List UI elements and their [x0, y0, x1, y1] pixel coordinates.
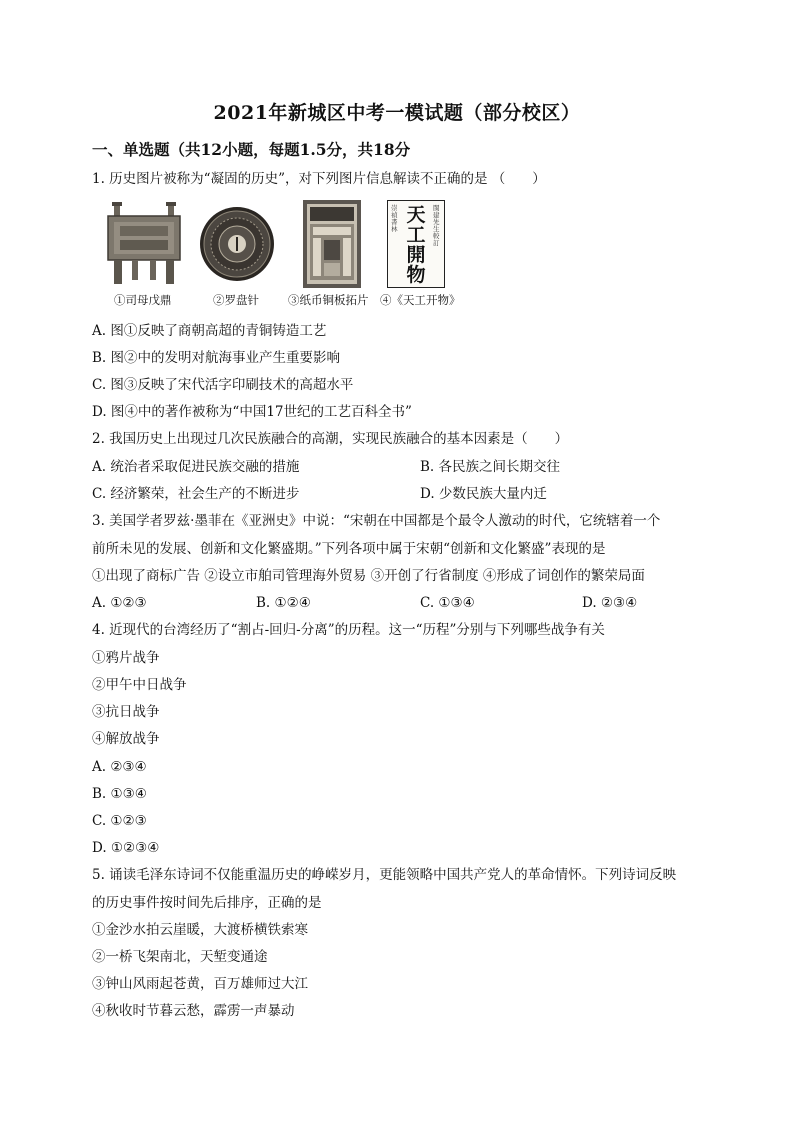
question-1-option-d: D. 图④中的著作被称为“中国17世纪的工艺百科全书”: [92, 404, 412, 420]
question-2-option-c: C. 经济繁荣，社会生产的不断进步: [92, 486, 300, 502]
question-2-option-d: D. 少数民族大量内迁: [420, 486, 547, 502]
question-4-option-b: B. ①③④: [92, 786, 147, 802]
question-3-items: ①出现了商标广告 ②设立市舶司管理海外贸易 ③开创了行省制度 ④形成了词创作的繁荣局面: [92, 568, 645, 584]
figure-caption-3: ③纸币铜板拓片: [288, 293, 369, 307]
question-5-item-4: ④秋收时节暮云愁，霹雳一声暴动: [92, 1003, 295, 1019]
question-4-stem: 4. 近现代的台湾经历了“割占-回归-分离”的历程。这一“历程”分别与下列哪些战争有关: [92, 622, 605, 638]
question-4-item-3: ③抗日战争: [92, 704, 160, 720]
question-3-option-b: B. ①②④: [256, 595, 311, 611]
question-4-option-c: C. ①②③: [92, 813, 147, 829]
tiangong-kaiwu-cover-image: [387, 200, 445, 288]
question-3-option-d: D. ②③④: [582, 595, 638, 611]
question-3-option-a: A. ①②③: [92, 595, 147, 611]
question-5-item-1: ①金沙水拍云崖暖，大渡桥横铁索寒: [92, 922, 308, 938]
question-5-item-3: ③钟山风雨起苍黄，百万雄师过大江: [92, 976, 308, 992]
question-4-item-1: ①鸦片战争: [92, 650, 160, 666]
section-heading: 一、单选题（共12小题，每题1.5分，共18分: [92, 140, 411, 159]
question-2-option-a: A. 统治者采取促进民族交融的措施: [92, 459, 300, 475]
figure-caption-2: ②罗盘针: [213, 293, 259, 307]
question-3-stem-line-1: 3. 美国学者罗兹·墨菲在《亚洲史》中说：“宋朝在中国都是个最令人激动的时代，它统辖着一个: [92, 513, 661, 529]
question-4-item-2: ②甲午中日战争: [92, 677, 187, 693]
figure-caption-4: ④《天工开物》: [380, 293, 461, 307]
cover-side-text-left: 崇禎書林: [391, 204, 398, 233]
question-5-item-2: ②一桥飞架南北，天堑变通途: [92, 949, 268, 965]
question-2-stem: 2. 我国历史上出现过几次民族融合的高潮，实现民族融合的基本因素是（ ）: [92, 431, 569, 447]
question-4-option-d: D. ①②③④: [92, 840, 160, 856]
cover-title-text: 天工開物: [406, 204, 426, 286]
question-2-option-b: B. 各民族之间长期交往: [420, 459, 561, 475]
figure-caption-1: ①司母戊鼎: [114, 293, 172, 307]
question-5-stem-line-1: 5. 诵读毛泽东诗词不仅能重温历史的峥嵘岁月，更能领略中国共产党人的革命情怀。下列诗词反映: [92, 867, 677, 883]
page-title: 2021年新城区中考一模试题（部分校区）: [213, 102, 581, 124]
cover-side-text-right: 閩建先生較訂: [433, 204, 440, 247]
question-5-stem-line-2: 的历史事件按时间先后排序，正确的是: [92, 895, 322, 911]
question-1-option-a: A. 图①反映了商朝高超的青铜铸造工艺: [92, 323, 327, 339]
question-1-stem: 1. 历史图片被称为“凝固的历史”，对下列图片信息解读不正确的是 （ ）: [92, 171, 546, 187]
paper-money-rubbing-image: [303, 200, 361, 288]
ding-vessel-image: [104, 200, 184, 288]
question-1-option-c: C. 图③反映了宋代活字印刷技术的高超水平: [92, 377, 354, 393]
question-4-item-4: ④解放战争: [92, 731, 160, 747]
compass-image: [199, 206, 275, 282]
question-3-option-c: C. ①③④: [420, 595, 475, 611]
question-3-stem-line-2: 前所未见的发展、创新和文化繁盛期。”下列各项中属于宋朝“创新和文化繁盛”表现的是: [92, 541, 606, 557]
question-1-option-b: B. 图②中的发明对航海事业产生重要影响: [92, 350, 341, 366]
question-4-option-a: A. ②③④: [92, 759, 147, 775]
